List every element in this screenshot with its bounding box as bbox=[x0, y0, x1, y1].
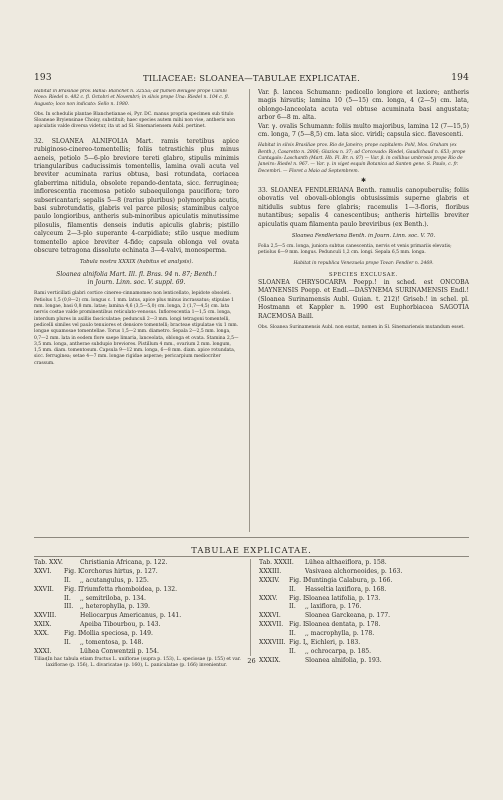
plate-entry bbox=[259, 621, 469, 630]
plate-entry bbox=[259, 603, 469, 612]
plate-caption: Lühea Conwentzii p. 154. bbox=[80, 647, 159, 655]
plates-index-left bbox=[34, 559, 244, 668]
plate-number: XXXIV. bbox=[259, 576, 280, 584]
plate-number: XXXVIII. bbox=[259, 639, 286, 647]
plate-caption: Sloanea alnifolia, p. 193. bbox=[305, 656, 382, 664]
footer-signature: Tiliac. bbox=[34, 657, 49, 662]
right-column bbox=[258, 89, 469, 534]
figure-number: II. bbox=[289, 647, 296, 655]
plate-entry bbox=[34, 639, 244, 648]
plate-number: XXVIII. bbox=[34, 612, 57, 620]
section-rule-top bbox=[34, 537, 469, 538]
plate-entry bbox=[34, 577, 244, 586]
plate-number: XXXIII. bbox=[259, 567, 282, 575]
plate-caption: Christiania Africana, p. 122. bbox=[80, 559, 168, 566]
index-divider bbox=[250, 559, 251, 656]
habitat-paragraph-2: Habitat in silvis Brasiliae prov. Rio de Janeiro; prope capitalem: Pohl, Mos. Graham (ex Benth.), Casaretto n. 2806; Glaziou n. 37; ad Corcovado: Riedel, Gaudichaud n. 653; prope Cantagalo: Laschanth (Mart. Hb. Fl. Br. n. 87) — Var. β. in collibus umbrosis prope Rio de Janeiro: Riedel n. 967. — Var. γ. in viget esquin Botanica ad Santen gene. S. Paulo, c. fr. Decembri. — Floret a Maio ad Septembrem. bbox=[258, 143, 466, 174]
plate-caption: ,, macrophylla, p. 178. bbox=[305, 630, 375, 638]
plate-number: XXXVII. bbox=[259, 621, 284, 629]
figure-number: III. bbox=[64, 603, 74, 611]
plate-entry bbox=[34, 648, 244, 657]
species-33-description: ramulis canopuberulis; foliis obovatis vel obovali-oblongis obtusissimis superne glabris et nitidulis subtus fere glabris; racemulis 1—3-floris, floribus nutantibus; sepalis 4 canescentibus; antheris hirtellis breviter apiculatis quam filamenta paulo breviribus (ex Benth.). bbox=[258, 186, 469, 228]
figure-number: Fig. I. bbox=[289, 621, 308, 629]
variety-lancea: Var. β. lancea Schumann: pedicello longiore et laxiore; antheris magis hirsutis; lamina 10 (5—15) cm. longa, 4 (2—5) cm. lata, oblongo-lanceolata acuta vel obtuse acuminata basi angustata; arbor 6—8 m. alta. bbox=[258, 89, 469, 122]
observation-note-2: Obs. Sloanea Surinamensis Aubl. non exstat, nomen in Sl. Sinemariensis mutandum esset. bbox=[258, 325, 465, 331]
plates-section-title: TABULAE EXPLICATAE. bbox=[191, 545, 312, 555]
literature-reference-1: Sloanea alnifolia Mart. Ill. fl. Bras. 94 n. 87; Benth.! bbox=[56, 270, 217, 278]
habitat-paragraph: Habitat in Brasiliae prov. Bahia: Blanchet n. 3255a; ad flumen Belugee prope Cumbi Novo: Riedel n. 482 c. fl. Octobri et Novembri; in silvis prope Una: Riedel n. 104 c. fl. Augusto; loco non indicato: Sello n. 1980. bbox=[34, 89, 230, 107]
plate-caption: Sloanea latifolia, p. 173. bbox=[305, 594, 381, 602]
plate-number: XXXIX. bbox=[259, 656, 281, 664]
literature-reference-2: in Journ. Linn. soc. V. suppl. 69. bbox=[87, 279, 186, 287]
plate-caption: ,, acutangulus, p. 125. bbox=[80, 576, 149, 584]
plate-caption: ,, semitriloba, p. 134. bbox=[80, 594, 146, 602]
plate-number: Tab. XXXII. bbox=[259, 559, 294, 566]
plate-number: XXVI. bbox=[34, 567, 52, 575]
species-33-title: 33. SLOANEA FENDLERIANA Benth. bbox=[258, 186, 377, 194]
plate-caption: Muntingia Calabura, p. 166. bbox=[305, 576, 393, 584]
figure-number: Fig. I. bbox=[64, 567, 83, 575]
plate-entry bbox=[259, 586, 469, 595]
plate-caption: Corchorus hirtus, p. 127. bbox=[80, 567, 158, 575]
plate-entry bbox=[34, 586, 244, 595]
plate-entry bbox=[34, 603, 244, 612]
plate-entry bbox=[34, 568, 244, 577]
figure-number: II. bbox=[64, 576, 71, 584]
plate-caption: ,, Eichleri, p. 183. bbox=[305, 639, 361, 647]
plate-entry bbox=[34, 630, 244, 639]
variety-ovalis: Var. γ. ovalis Schumann: foliis multo majoribus, lamina 12 (7—15,5) cm. longa, 7 (5—8,5) cm. lata sicc. viridi; capsula sicc. flavescenti. bbox=[258, 122, 469, 139]
figure-number: II. bbox=[289, 585, 296, 593]
plate-number: XXXI. bbox=[34, 647, 52, 655]
plate-caption: Hasseltia laxiflora, p. 168. bbox=[305, 585, 387, 593]
plate-entry bbox=[259, 568, 469, 577]
plate-caption: Triumfetta rhomboidea, p. 132. bbox=[80, 585, 178, 593]
column-divider bbox=[249, 89, 250, 532]
plate-caption: Heliocarpus Americanus, p. 141. bbox=[80, 612, 182, 620]
figure-number: II. bbox=[64, 639, 71, 647]
plate-entry bbox=[259, 595, 469, 604]
figure-number: Fig. I. bbox=[289, 594, 308, 602]
plate-entry bbox=[259, 639, 469, 648]
species-32-detailed-description: Rami verticillati glabri cortice cinereo-cinnamomeo non lenticellato, lepidote obsoleti. Petiolus 1,5 (0,8—2) cm. longus c. 1 mm. latus, apice plus minus incrassatus; stipulae 1 mm. longae, basi 0,8 mm. latae; lamina 4,6 (3,5—5,0) cm. longa, 2 (1,7—4,5) cm. lata nervis costae valde prominentibus reticulato-venosus. Inflorescentia 1—1,5 cm. longa, interdum plures in axillis fasciculatae; pedunculi 2—3 mm. longi tetragoni tomentelli, pedicelli similes vel paulo tenuiores et densiore tomentelli; bracteae stipulatae vix 1 mm. longae squamosae tomentellae. Torus 1,5—2 mm. diametro. Sepala 2—2,5 mm. longa, 0,7—2 mm. lata in eodem flore saepe limaria, lanceolata, oblonga et ovata. Stamina 2,5—3,5 mm. longa, antherae subdupio breviores. Pistillum 4 mm., ovarium 2 mm. longum, 1,5 mm. diam. tomentosum. Capsula 9—12 mm. longa, 6—8 mm. diam. apice rotundata, sicc. ferruginea; setae 4—7 mm. longae rigidae asperae; pericarpium mediocriter crassum. bbox=[34, 291, 239, 366]
species-32-title: 32. SLOANEA ALNIFOLIA Mart. bbox=[34, 137, 154, 145]
page-number-left: 193 bbox=[34, 73, 52, 83]
plate-caption: Sloanea Garckeana, p. 177. bbox=[305, 612, 391, 620]
plate-entry bbox=[34, 612, 244, 621]
plate-number: XXVII. bbox=[34, 585, 54, 593]
species-33-detailed-description: Folia 2,5—5 cm. longa, juniora subtus canescentia, nervis et venis primariis elevatis; petiolus 6—9 mm. longus. Pedunculi 1,2 cm. longi. Sepala 6,5 mm. longa. bbox=[258, 244, 452, 256]
figure-number: Fig. I. bbox=[64, 630, 83, 638]
plates-index-right bbox=[259, 559, 469, 666]
plate-entry bbox=[34, 559, 244, 568]
excluded-species-text: SLOANEA CHRYSOCARPA Poepp.! in sched. est ONCOBA MAYNENSIS Poepp. et Endl.—DASYNEMA SURINAMENSIS Endl.! (Sloanea Surinamensis Aubl. Guian. t. 212)! Griseb.! in schel. pl. Hostmann et Kappler n. 1990 est Euphorbiacea SAGOTIA RACEMOSA Baill. bbox=[258, 279, 469, 320]
plate-caption: Apeiba Tibourbou, p. 143. bbox=[80, 621, 161, 629]
habitat-paragraph-3: Habitat in republica Venezuela prope Tovar: Fendler n. 2469. bbox=[293, 260, 434, 266]
figure-number: Fig. I. bbox=[64, 585, 83, 593]
plate-entry bbox=[259, 577, 469, 586]
plate-caption: ,, tomentosa, p. 148. bbox=[80, 639, 144, 647]
plate-entry bbox=[34, 595, 244, 604]
tabula-reference: Tabula nostra XXXIX (habitus et analysis). bbox=[79, 259, 194, 266]
figure-number: Fig. I. bbox=[289, 576, 308, 584]
plate-entry bbox=[259, 612, 469, 621]
plate-entry bbox=[259, 559, 469, 568]
plate-entry bbox=[259, 648, 469, 657]
species-33-paragraph bbox=[258, 187, 469, 229]
figure-number: II. bbox=[289, 630, 296, 638]
plate-caption: Vasivaea alchorneoides, p. 163. bbox=[305, 567, 403, 575]
plate-entry bbox=[34, 621, 244, 630]
observation-note: Obs. In schedulis plantae Blanchetianae ei, Pyr. DC. manus propria specimen sub titulo Sloaneae Bryiensinae Choisy, substituit; haec species autem mihi non vise, antheris non apiculatis valde diversa videtur, ita ut ad Sl. Sinemariensem Aubl. pertinet. bbox=[34, 111, 235, 130]
plate-entry bbox=[259, 630, 469, 639]
plate-caption: Sloanea dentata, p. 178. bbox=[305, 621, 381, 629]
plate-caption: Lühea althaeiflora, p. 158. bbox=[305, 559, 387, 566]
plate-number: XXXV. bbox=[259, 594, 278, 602]
section-rule-bottom bbox=[34, 556, 469, 557]
left-column bbox=[34, 89, 239, 534]
excluded-species-heading: SPECIES EXCLUSAE. bbox=[329, 272, 398, 279]
figure-number: II. bbox=[289, 603, 296, 611]
species-32-description: ramis teretibus apice rubiginoso-cinereo-tomentellis; foliis tetrastichis plus minus aeneis, petiolo 5—6-plo breviore tereti glabro, stipulis minimis triangularibus caducissimis tomentellis, lamina ovali acuta vel breviter acuminata rarius obtusa, basi rotundata, coriacea glaberrima nitidula, obsolete repando-dentata, sicc. ferruginea; inflorescentia racemosa petiolo subaequilonga pauciflora; toro subsericantari; sepalis 5—8 (rarius pluribus) polymorphis acutis, basi subrotundatis, glabris vel parce pilosis; staminibus calyce paulo longioribus, antheris sub-minoribus apiculatis minutissime pilosulis, filamentis denseis indutis apiculis glabris; pistillo calyceum 2—3-plo superante 4-carpidiate; stilo usque medium tomentello apice breviter 4-fido; capsula oblonga vel ovata obscure tetragona dissolute echinata 3—4-valvi, monosperma. bbox=[34, 137, 239, 255]
figure-number: II. bbox=[64, 594, 71, 602]
plate-number: Tab. XXV. bbox=[34, 559, 63, 566]
plate-number: XXXVI. bbox=[259, 612, 281, 620]
footer-sheet-number: 26 bbox=[247, 657, 256, 665]
plate-footnote: (In hac tabula etiam fructus L. uniflorae (supra p. 153), L. speciosae (p. 155) et var. laxiflorae (p. 156), L. divaricatae (p. 160), L. paniculatae (p. 166) invenientur. bbox=[46, 656, 241, 668]
plate-number: XXIX. bbox=[34, 621, 52, 629]
page-header bbox=[34, 73, 469, 85]
plate-number: XXX. bbox=[34, 630, 49, 638]
plate-caption: ,, heterophylla, p. 139. bbox=[80, 603, 150, 611]
plate-caption: Mollia speciosa, p. 149. bbox=[80, 630, 153, 638]
plate-caption: ,, ochrocarpa, p. 185. bbox=[305, 647, 372, 655]
plate-caption: ,, laxiflora, p. 176. bbox=[305, 603, 362, 611]
running-title: TILIACEAE: SLOANEA—TABULAE EXPLICATAE. bbox=[143, 73, 360, 83]
star-separator: ✱ bbox=[360, 176, 367, 184]
figure-number: Fig. I. bbox=[289, 639, 308, 647]
species-32-paragraph bbox=[34, 138, 239, 256]
page-number-right: 194 bbox=[451, 73, 469, 83]
species-33-reference: Sloanea Fendleriana Benth. in Journ. Linn. soc. V. 70. bbox=[291, 232, 436, 239]
